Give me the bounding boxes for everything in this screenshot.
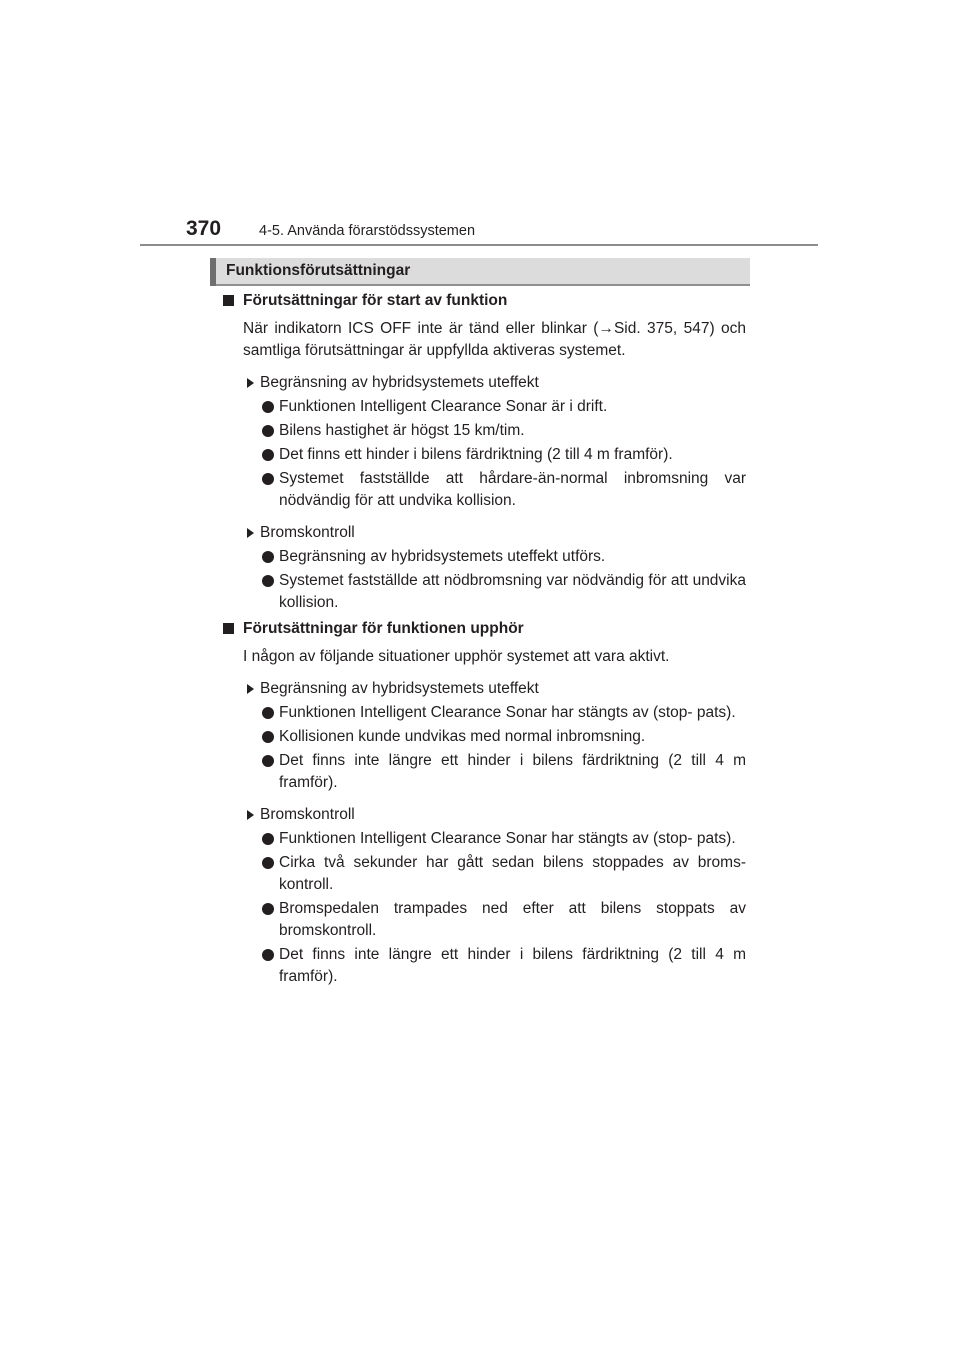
circle-bullet-icon (262, 473, 274, 485)
circle-bullet-icon (262, 755, 274, 767)
list-item: Bromspedalen trampades ned efter att bilens stoppats av bromskontroll. (222, 898, 746, 942)
square-bullet-icon (223, 295, 234, 306)
list-item: Funktionen Intelligent Clearance Sonar är i drift. (222, 396, 746, 418)
content-body (222, 290, 746, 988)
section-accent (210, 258, 216, 286)
subsection-heading: Förutsättningar för funktionen upphör (222, 618, 746, 640)
list-item: Begränsning av hybridsystemets uteffekt utförs. (222, 546, 746, 568)
circle-bullet-icon (262, 551, 274, 563)
list-item: Det finns inte längre ett hinder i bilens färdriktning (2 till 4 m framför). (222, 750, 746, 794)
group-title: Begränsning av hybridsystemets uteffekt (222, 678, 746, 700)
circle-bullet-icon (262, 903, 274, 915)
group-title: Begränsning av hybridsystemets uteffekt (222, 372, 746, 394)
triangle-bullet-icon (247, 684, 254, 694)
triangle-bullet-icon (247, 378, 254, 388)
list-item: Kollisionen kunde undvikas med normal inbromsning. (222, 726, 746, 748)
triangle-bullet-icon (247, 528, 254, 538)
subsection-intro: När indikatorn ICS OFF inte är tänd eller blinkar (→Sid. 375, 547) och samtliga förutsättningar är uppfyllda aktiveras systemet. (243, 320, 746, 359)
circle-bullet-icon (262, 857, 274, 869)
list-item: Systemet fastställde att nödbromsning var nödvändig för att undvika kollision. (222, 570, 746, 614)
circle-bullet-icon (262, 949, 274, 961)
list-item: Cirka två sekunder har gått sedan bilens stoppades av broms- kontroll. (222, 852, 746, 896)
page-header (186, 215, 818, 245)
page-number: 370 (186, 217, 222, 240)
circle-bullet-icon (262, 425, 274, 437)
list-item: Funktionen Intelligent Clearance Sonar har stängts av (stop- pats). (222, 702, 746, 724)
list-item: Funktionen Intelligent Clearance Sonar har stängts av (stop- pats). (222, 828, 746, 850)
square-bullet-icon (223, 623, 234, 634)
subsection-intro: I någon av följande situationer upphör systemet att vara aktivt. (243, 648, 670, 665)
list-item: Systemet fastställde att hårdare-än-normal inbromsning var nödvändig för att undvika kollision. (222, 468, 746, 512)
group-title: Bromskontroll (222, 804, 746, 826)
circle-bullet-icon (262, 401, 274, 413)
circle-bullet-icon (262, 731, 274, 743)
circle-bullet-icon (262, 449, 274, 461)
circle-bullet-icon (262, 707, 274, 719)
circle-bullet-icon (262, 575, 274, 587)
section-title-bar (210, 258, 750, 286)
group-title: Bromskontroll (222, 522, 746, 544)
list-item: Det finns inte längre ett hinder i bilens färdriktning (2 till 4 m framför). (222, 944, 746, 988)
triangle-bullet-icon (247, 810, 254, 820)
section-title: Funktionsförutsättningar (226, 262, 411, 279)
list-item: Bilens hastighet är högst 15 km/tim. (222, 420, 746, 442)
circle-bullet-icon (262, 833, 274, 845)
chapter-title: 4-5. Använda förarstödssystemen (259, 223, 476, 239)
header-divider (140, 244, 818, 246)
list-item: Det finns ett hinder i bilens färdriktning (2 till 4 m framför). (222, 444, 746, 466)
subsection-heading: Förutsättningar för start av funktion (222, 290, 746, 312)
